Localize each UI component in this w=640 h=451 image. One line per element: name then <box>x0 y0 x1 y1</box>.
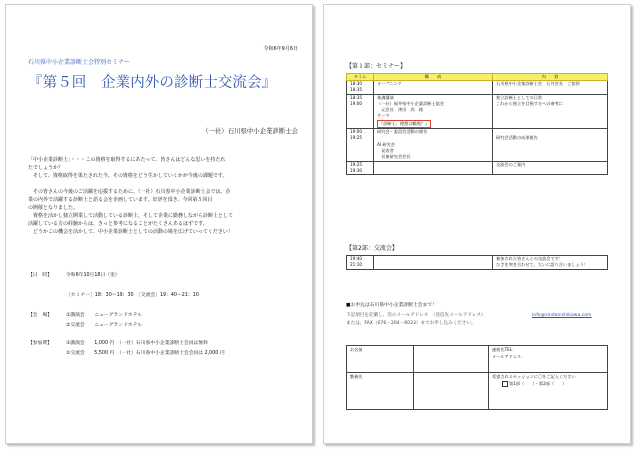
form-company-label: 勤務先 <box>347 373 414 410</box>
form-tel-label: 連絡先TEL： <box>492 347 517 352</box>
table-row <box>347 81 608 95</box>
main-title: 『第５回 企業内外の診断士交流会』 <box>28 75 277 91</box>
row-time: 19:25 19:30 <box>347 161 374 175</box>
row-detail: 交流会のご案内 <box>493 161 608 175</box>
form-session-cell[interactable] <box>489 373 608 410</box>
form-mail-label: メールアドレス： <box>492 354 526 359</box>
form-name-field[interactable] <box>414 346 489 373</box>
application-heading: ■お申込は石川県中小企業診断士会まで！ <box>346 303 437 308</box>
header-content: 構 成 <box>374 74 493 81</box>
form-session-choices: 第1部（ ）・第2部（ ） <box>509 381 567 386</box>
row-time: 19:00 19:25 <box>347 129 374 161</box>
application-email-link[interactable]: info@sindanishikawa.com <box>532 313 592 318</box>
table-row <box>347 256 608 270</box>
table-row <box>347 94 608 128</box>
application-form <box>346 345 608 410</box>
row-detail: 研究会活動の成果報告 <box>493 129 608 161</box>
party-schedule-table <box>346 255 608 270</box>
form-company-field[interactable] <box>414 373 489 410</box>
form-row <box>347 373 608 410</box>
part1-title: 【第１部：セミナー】 <box>346 63 407 70</box>
table-row <box>347 161 608 175</box>
schedule-header-row <box>347 74 608 81</box>
row-content: 基調講演 （一社）福井県中小企業診断士協会 元会長 津田 尚 様 テーマ 『診断士、理想は鶴瓶？』 <box>374 94 493 128</box>
lead-line-10: どうかこの機会を活かして、中小企業診断士としての活動の場を広げていってください！ <box>28 229 233 235</box>
row-detail: 独立診断士としての日常 これから独立を目指す方への参考に <box>493 94 608 128</box>
theme-highlight: 『診断士、理想は鶴瓶？』 <box>377 120 431 128</box>
row-content: 研究会・委員会活動の報告 AI 研究会 発表者 長東研究会会長 <box>374 129 493 161</box>
kaijo-label: 【会 場】 <box>28 313 52 318</box>
fee-label: 【参加費】 <box>28 341 52 346</box>
seminar-schedule-table <box>346 73 608 175</box>
nichiji-times: ［セミナー］18：30～19：30 ［交流会］19：40～21：10 <box>66 293 199 298</box>
nichiji-date: 令和6年10月18日（金） <box>66 273 120 278</box>
form-contact-cell[interactable] <box>489 346 608 373</box>
application-line-2: または、FAX（076－204－6033）までお申し込みください。 <box>346 321 476 326</box>
form-name-label: お名前 <box>347 346 414 373</box>
kaijo-seminar: ①講演会 ニューグランドホテル <box>66 313 143 318</box>
header-detail: 内 容 <box>493 74 608 81</box>
flyer-page-right <box>323 4 631 444</box>
row-time: 18:35 19:00 <box>347 94 374 128</box>
lead-line-1: 「中小企業診断士」・・・この資格を取得するにあたって、皆さんはどんな思いを持たれ <box>28 157 226 163</box>
header-time: タイム <box>347 74 374 81</box>
form-row <box>347 346 608 373</box>
lead-line-9: 活躍している方の経験からは、きっと参考になることがたくさんあるはずです。 <box>28 221 208 227</box>
part2-title: 【第2部：交流会】 <box>346 245 398 252</box>
nichiji-label: 【日 時】 <box>28 273 52 278</box>
row-content <box>374 256 493 270</box>
row-content: オープニング <box>374 81 493 95</box>
lead-line-2: たでしょうか？ <box>28 165 64 171</box>
fee-party: ②交流会 5,500 円 （一社）石川県中小企業診断士会会員は 2,000 円 <box>66 351 225 356</box>
series-title: 石川県中小企業診断士会特別セミナー <box>28 59 131 66</box>
lead-line-7: の開催となりました。 <box>28 205 79 211</box>
kaijo-party: ②交流会 ニューグランドホテル <box>66 323 143 328</box>
lead-line-6: 業の内外で活躍する診断士と語る会を企画しています。好評を頂き、今回第５回目 <box>28 197 213 203</box>
lead-line-8: 資格を活かし独立開業して活動している診断士、そして企業に勤務しながら診断士として <box>28 213 234 219</box>
row-time: 19:40 21:10 <box>347 256 374 270</box>
table-row <box>347 129 608 161</box>
row-detail: 参加された皆さんとの交流会です！ ひざを突き合わせて、大いに語り合いましょう！ <box>493 256 608 270</box>
flyer-page-left <box>5 4 313 444</box>
lead-line-3: そして、資格取得を果たされた今、その資格をどう生かしていくかが今後の課題です。 <box>28 173 228 179</box>
row-content <box>374 161 493 175</box>
form-session-instruction: 希望されるセッションに〇をご記入ください <box>492 374 576 379</box>
application-line-1: 下記項目を記載し、次のメールアドレス （送信先メールアドレス） <box>346 313 486 318</box>
lead-line-5: その皆さんの今後のご活躍を応援するために、（一社）石川県中小企業診断士会では、企 <box>28 189 231 195</box>
fee-seminar: ①講演会 1,000 円 （一社）石川県中小企業診断士会員は無料 <box>66 341 208 346</box>
issue-date: 令和6年9月6日 <box>263 46 298 52</box>
organizer: （一社）石川県中小企業診断士会 <box>202 127 298 135</box>
row-time: 18:30 18:35 <box>347 81 374 95</box>
checkbox-icon <box>502 381 508 387</box>
row-detail: 石川県中小企業診断士会 石井会長 ご挨拶 <box>493 81 608 95</box>
